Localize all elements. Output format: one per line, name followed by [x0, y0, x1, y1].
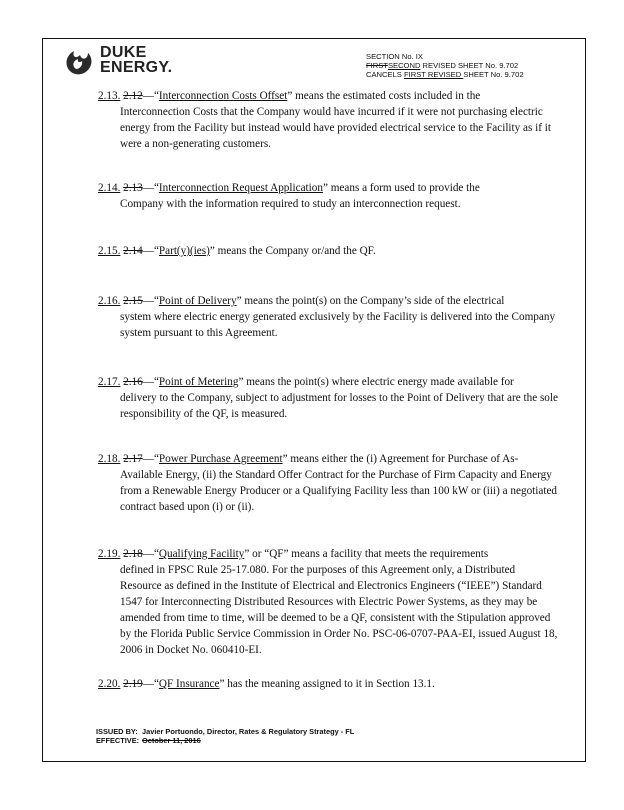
- defined-term: QF Insurance: [158, 678, 220, 690]
- logo-line-2: ENERGY.: [100, 59, 173, 76]
- defined-term: Point of Delivery: [158, 295, 237, 307]
- defined-term: Power Purchase Agreement: [158, 453, 283, 465]
- logo-line-1: DUKE: [100, 44, 147, 61]
- defined-term: Interconnection Costs Offset: [158, 90, 288, 102]
- cancels-sheet: CANCELS FIRST REVISED SHEET No. 9.702: [366, 70, 524, 79]
- issued-by-value: Javier Portuondo, Director, Rates & Regulatory Strategy - FL: [142, 727, 355, 736]
- issued-by-line: ISSUED BY: Javier Portuondo, Director, Rates & Regulatory Strategy - FL: [96, 727, 355, 736]
- definition-2-15: 2.15. 2.14—“Part(y)(ies)” means the Company or/and the QF.: [98, 245, 376, 257]
- defined-term: Point of Metering: [158, 376, 239, 388]
- sheet-number: [366, 61, 524, 70]
- tariff-footer: [96, 727, 354, 745]
- definition-2-19: 2.19. 2.18—“Qualifying Facility” or “QF” means a facility that meets the requirements defined in FPSC Rule 25-17.080. For the purposes of this Agreement only, a Distributed Resource as defined in the Institute of Electrical and Electronics Engineers (“IEEE”) Standard 1547 for Interconnecting Distributed Resources with Electric Power Systems, as they may be amended from time to time, will be deemed to be a QF, consistent with the Stipulation approved by the Florida Public Service Commission in Order No. PSC-06-0707-PAA-EI, issued August 18, 2006 in Docket No. 060410-EI.: [98, 548, 558, 656]
- definition-2-17: 2.17. 2.16—“Point of Metering” means the point(s) where electric energy made available for delivery to the Company, subject to adjustment for losses to the Point of Delivery that are the sole responsibility of the QF, is measured.: [98, 376, 558, 420]
- duke-energy-flame-icon: [62, 45, 96, 75]
- cancels-underlined: FIRST REVISED: [403, 70, 464, 79]
- sheet-struck-word: FIRST: [366, 61, 388, 70]
- sheet-new-word: SECOND: [387, 61, 421, 70]
- definition-2-18: 2.18. 2.17—“Power Purchase Agreement” means either the (i) Agreement for Purchase of As- Available Energy, (ii) the Standard Offer Contract for the Purchase of Firm Capacity and Energy from a Renewable Energy Producer or a Qualifying Facility less than 100 kW or (iii) a negotiated contract based upon (i) or (ii).: [98, 453, 558, 513]
- defined-term: Part(y)(ies): [158, 245, 210, 257]
- effective-date: October 11, 2016: [142, 736, 201, 745]
- definition-2-14: 2.14. 2.13—“Interconnection Request Application” means a form used to provide the Company with the information required to study an interconnection request.: [98, 182, 480, 210]
- definition-2-13: 2.13. 2.12—“Interconnection Costs Offset” means the estimated costs included in the Interconnection Costs that the Company would have incurred if it were not purchasing electric energy from the Facility but instead would have provided electrical service to the Facility as if it were a non-generating customers.: [98, 90, 552, 150]
- definition-2-20: 2.20. 2.19—“QF Insurance” has the meaning assigned to it in Section 13.1.: [98, 678, 435, 690]
- sheet-rest: REVISED SHEET No. 9.702: [420, 61, 519, 70]
- section-number: SECTION No. IX: [366, 52, 423, 61]
- defined-term: Interconnection Request Application: [158, 182, 323, 194]
- effective-line: EFFECTIVE: October 11, 2016: [96, 736, 201, 745]
- defined-term: Qualifying Facility: [158, 548, 245, 560]
- sheet-header: [366, 52, 524, 79]
- definition-2-16: 2.16. 2.15—“Point of Delivery” means the point(s) on the Company’s side of the electrical system where electric energy generated exclusively by the Facility is delivered into the Company system pursuant to this Agreement.: [98, 295, 556, 339]
- duke-energy-logo: [62, 45, 172, 75]
